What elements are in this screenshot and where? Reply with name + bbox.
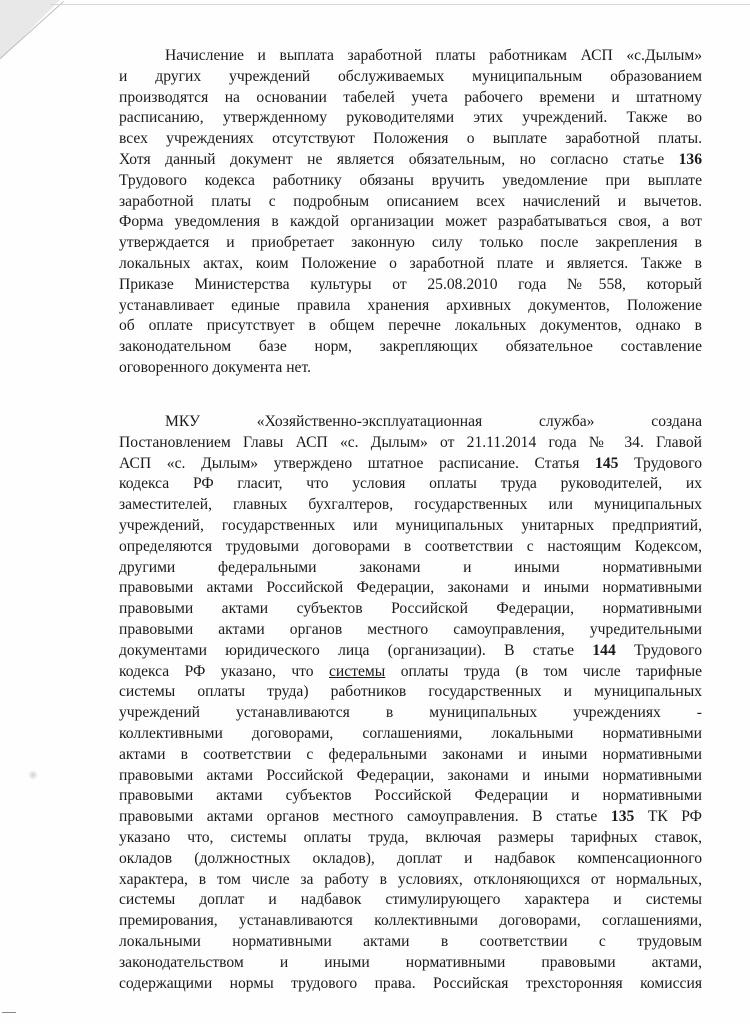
text-line: расписанию, утвержденному руководителями этих учреждений. Также во [119,109,702,127]
text-line: Начисление и выплата заработной платы работникам АСП «с.Дылым» [165,47,702,64]
article-number: 135 [610,808,635,826]
text-line: Приказе Министерства культуры от 25.08.2010 года №558, который [119,275,702,293]
text-line: коллективными договорами, соглашениями, локальными нормативными [119,724,702,742]
text-fragment: ТК РФ [634,808,702,826]
text-line: МКУ «Хозяйственно-эксплуатационная служба» создана [165,413,702,430]
page-edge [50,4,750,5]
text-line: локальных актах, коим Положение о заработной плате и является. Также в [119,254,702,272]
text-line: правовыми актами Российской Федерации, законами и иными нормативными [119,766,702,784]
text-fragment: кодекса РФ указано, что [119,662,329,680]
text-line: правовыми актами Российской Федерации, законами и иными нормативными [119,579,702,597]
text-line [119,454,702,475]
text-line: учреждений устанавливаются в муниципальных учреждениях - [119,704,702,722]
text-fragment: Хотя данный документ не является обязательным, но согласно статье [119,150,679,168]
text-line: другими федеральными законами и иными нормативными [119,558,702,576]
text-line: Постановлением Главы АСП «с. Дылым» от 21.11.2014 года № 34. Главой [119,433,702,451]
text-fragment: АСП «с. Дылым» утверждено штатное расписание. Статья [119,454,596,472]
text-line: утверждается и приобретает законную силу только после закрепления в [119,234,702,252]
text-line [119,662,702,683]
text-line [119,150,702,171]
text-line: учреждений, государственных или муниципальных унитарных предприятий, [119,516,702,534]
text-line: заместителей, главных бухгалтеров, государственных или муниципальных [119,496,702,514]
text-line: определяются трудовыми договорами в соответствии с настоящим Кодексом, [119,537,702,555]
text-fragment: документами юридического лица (организации). В статье [119,641,593,659]
text-line: правовыми актами субъектов Российской Федерации и нормативными [119,787,702,805]
text-line: всех учреждениях отсутствуют Положения о выплате заработной платы. [119,130,702,148]
text-line: характера, в том числе за работу в условиях, отклоняющихся от нормальных, [119,870,702,888]
paragraph-1 [119,46,702,379]
text-line: об оплате присутствует в общем перечне локальных документов, однако в [119,317,702,335]
text-line: системы доплат и надбавок стимулирующего характера и системы [119,891,702,909]
text-line [119,807,702,828]
text-line [119,641,702,662]
article-number: 136 [678,150,702,168]
text-line: Форма уведомления в каждой организации может разрабатываться своя, а вот [119,213,702,231]
text-line: устанавливает единые правила хранения архивных документов, Положение [119,296,702,314]
text-line: правовыми актами органов местного самоуправления, учредительными [119,620,702,638]
text-line: указано что, системы оплаты труда, включая размеры тарифных ставок, [119,828,702,846]
text-fragment: Трудового [618,454,702,472]
text-line: производятся на основании табелей учета рабочего времени и штатному [119,88,702,106]
text-line: оговоренного документа нет. [119,358,312,376]
paragraph-2 [119,412,702,994]
text-line: законодательном базе норм, закрепляющих обязательное составление [119,338,702,356]
text-line: актами в соответствии с федеральными законами и иными нормативными [119,745,702,763]
text-line: Трудового кодекса работнику обязаны вручить уведомление при выплате [119,171,702,189]
article-number: 145 [595,454,619,472]
text-line: кодекса РФ гласит, что условия оплаты труда руководителей, их [119,475,702,493]
text-line: окладов (должностных окладов), доплат и надбавок компенсационного [119,849,702,867]
text-fragment: оплаты труда (в том числе тарифные [385,662,702,680]
underlined-word: системы [329,662,386,680]
text-fragment: Трудового [615,641,702,659]
text-line: премирования, устанавливаются коллективными договорами, соглашениями, [119,912,702,930]
text-fragment: правовыми актами органов местного самоуправления. В статье [119,808,611,826]
text-line: локальными нормативными актами в соответствии с трудовым [119,932,702,950]
text-line: законодательством и иными нормативными правовыми актами, [119,953,702,971]
scan-speck [28,770,38,780]
scan-mark [2,1012,16,1013]
text-line: системы оплаты труда) работников государственных и муниципальных [119,683,702,701]
text-line: правовыми актами субъектов Российской Федерации, нормативными [119,600,702,618]
text-line: и других учреждений обслуживаемых муниципальным образованием [119,67,702,85]
text-line: заработной платы с подробным описанием всех начислений и вычетов. [119,192,702,210]
article-number: 144 [592,641,616,659]
text-line: содержащими нормы трудового права. Российская трехсторонняя комиссия [119,974,702,992]
